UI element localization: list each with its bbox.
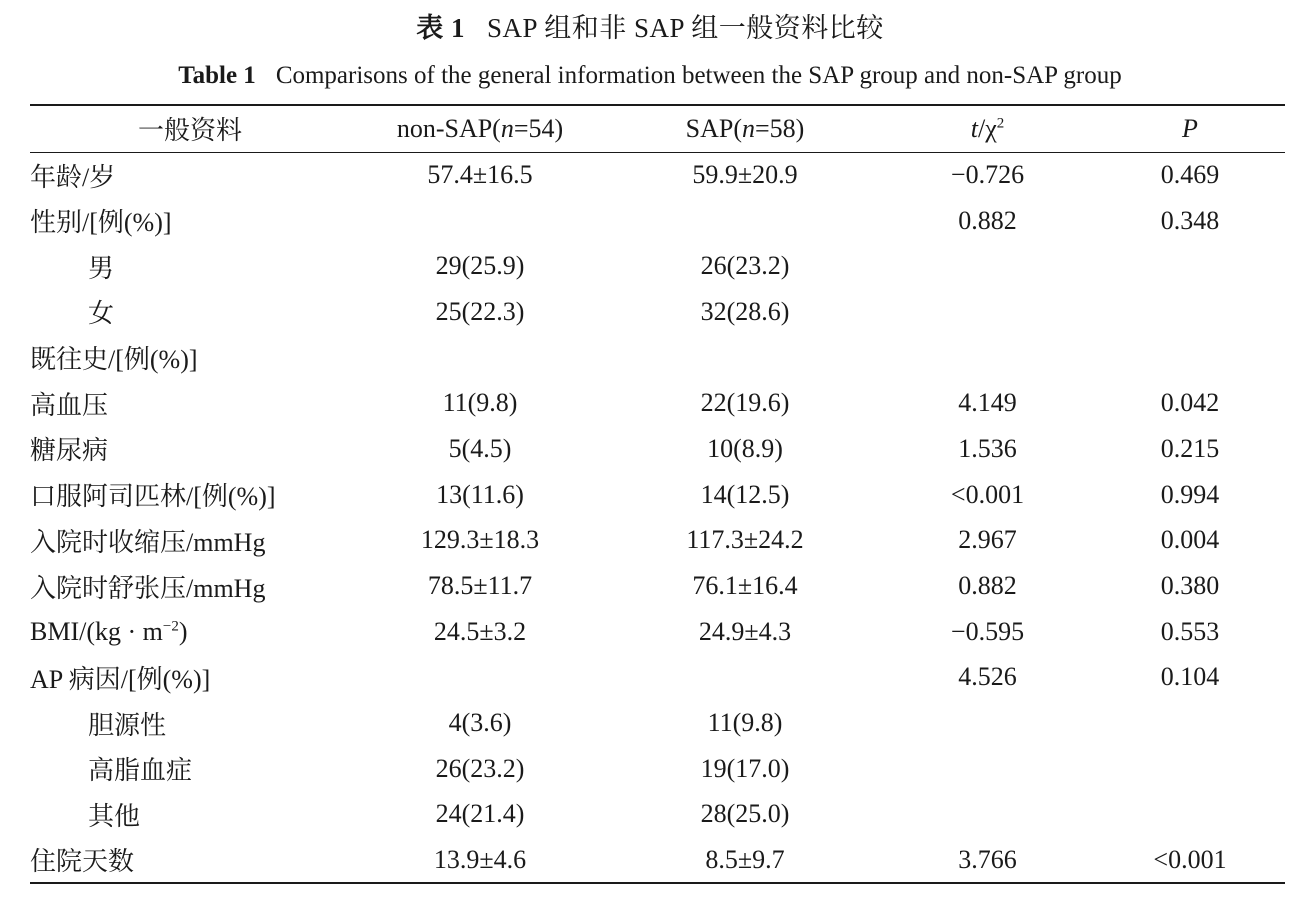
table-number-cn: 表 1	[416, 13, 465, 43]
cell-statistic	[880, 243, 1095, 289]
cell-p-value	[1095, 746, 1285, 792]
cell-non-sap: 57.4±16.5	[427, 160, 533, 190]
cell-statistic: 1.536	[958, 433, 1017, 463]
table-row-aspirin	[30, 472, 1285, 518]
cell-p-value: 0.994	[1160, 479, 1220, 509]
cell-p-value: <0.001	[1095, 837, 1285, 883]
cell-non-sap: 29(25.9)	[435, 251, 525, 281]
table-row-hospital-days	[30, 837, 1285, 883]
cell-p-value	[1095, 289, 1285, 335]
cell-statistic	[880, 746, 1095, 792]
row-label: 胆源性	[88, 710, 167, 740]
cell-p-value	[1095, 700, 1285, 746]
table-row-age	[30, 152, 1285, 198]
cell-sap: 28(25.0)	[700, 799, 790, 829]
cell-statistic: 0.882	[958, 571, 1017, 601]
table-row-systolic	[30, 518, 1285, 564]
cell-p-value: 0.104	[1160, 662, 1220, 692]
row-label: 女	[88, 299, 115, 329]
cell-sap: 19(17.0)	[700, 753, 790, 783]
cell-sap: 14(12.5)	[700, 479, 790, 509]
cell-non-sap: 129.3±18.3	[420, 525, 540, 555]
table-caption-en: Comparisons of the general information between the SAP group and non-SAP group	[275, 62, 1122, 89]
header-sap: SAP(n=58)	[610, 105, 880, 152]
cell-statistic: 0.882	[958, 205, 1017, 235]
cell-sap	[610, 335, 880, 381]
header-non-sap: non-SAP(n=54)	[350, 105, 610, 152]
cell-p-value: 0.348	[1160, 205, 1220, 235]
cell-statistic	[880, 700, 1095, 746]
table-row-sex	[30, 198, 1285, 244]
cell-non-sap: 13(11.6)	[436, 479, 524, 509]
table-caption-cn: SAP 组和非 SAP 组一般资料比较	[486, 13, 884, 43]
row-label: 入院时舒张压/mmHg	[30, 573, 266, 603]
cell-non-sap	[350, 655, 610, 701]
row-label: 其他	[88, 801, 141, 831]
row-label: 男	[88, 253, 115, 283]
row-label: 既往史/[例(%)]	[30, 345, 198, 375]
cell-p-value: 0.469	[1160, 160, 1220, 190]
cell-non-sap: 5(4.5)	[448, 433, 512, 463]
cell-p-value: 0.042	[1160, 388, 1220, 418]
row-label: 糖尿病	[30, 436, 109, 466]
cell-non-sap: 26(23.2)	[435, 753, 525, 783]
row-label: 高血压	[30, 390, 109, 420]
cell-sap: 10(8.9)	[707, 433, 783, 463]
table-title-english	[0, 58, 1300, 94]
cell-p-value: 0.004	[1160, 525, 1220, 555]
table-number-en: Table 1	[178, 62, 256, 89]
table-row-bmi	[30, 609, 1285, 655]
cell-sap: 32(28.6)	[700, 296, 790, 326]
comparison-table	[30, 104, 1285, 884]
cell-non-sap: 24(21.4)	[435, 799, 525, 829]
cell-sap	[610, 198, 880, 244]
cell-sap: 11(9.8)	[707, 708, 783, 738]
cell-sap: 26(23.2)	[700, 251, 790, 281]
table-title-chinese	[0, 10, 1300, 46]
cell-statistic: −0.595	[950, 616, 1025, 646]
header-p-value: P	[1095, 105, 1285, 152]
table-row-ap-etiology	[30, 655, 1285, 701]
cell-p-value	[1095, 243, 1285, 289]
cell-statistic: −0.726	[950, 160, 1025, 190]
table-row-history	[30, 335, 1285, 381]
table-row-biliary	[30, 700, 1285, 746]
table-row-other	[30, 792, 1285, 838]
cell-non-sap: 11(9.8)	[442, 388, 518, 418]
row-label: 性别/[例(%)]	[30, 208, 172, 238]
cell-p-value: 0.215	[1160, 433, 1220, 463]
cell-sap: 76.1±16.4	[692, 571, 798, 601]
cell-non-sap	[350, 335, 610, 381]
table-row-hypertension	[30, 380, 1285, 426]
cell-sap: 117.3±24.2	[686, 525, 804, 555]
cell-statistic: <0.001	[950, 479, 1025, 509]
cell-sap: 24.9±4.3	[698, 616, 792, 646]
cell-statistic: 2.967	[958, 525, 1017, 555]
cell-p-value	[1095, 335, 1285, 381]
cell-statistic: 3.766	[880, 837, 1095, 883]
row-label: $BMI/(kg \cdot m^{-2})$	[30, 616, 188, 646]
table-row-female	[30, 289, 1285, 335]
table-row-diastolic	[30, 563, 1285, 609]
header-general-info: 一般资料	[30, 105, 350, 152]
cell-statistic: 4.526	[958, 662, 1017, 692]
cell-statistic	[880, 792, 1095, 838]
cell-p-value: 0.380	[1160, 571, 1220, 601]
row-label: AP 病因/[例(%)]	[30, 664, 211, 694]
cell-sap: 22(19.6)	[700, 388, 790, 418]
row-label: 口服阿司匹林/[例(%)]	[30, 482, 276, 512]
cell-statistic	[880, 289, 1095, 335]
table-header-row	[30, 105, 1285, 152]
cell-non-sap: 4(3.6)	[448, 708, 512, 738]
table-row-hyperlipidemia	[30, 746, 1285, 792]
row-label: 住院天数	[30, 837, 350, 883]
cell-statistic	[880, 335, 1095, 381]
row-label: 年龄/岁	[30, 162, 116, 192]
cell-sap: 59.9±20.9	[692, 160, 798, 190]
cell-p-value: 0.553	[1160, 616, 1220, 646]
cell-non-sap: 24.5±3.2	[433, 616, 527, 646]
cell-sap: 8.5±9.7	[610, 837, 880, 883]
cell-non-sap: 25(22.3)	[435, 296, 525, 326]
cell-non-sap	[350, 198, 610, 244]
cell-non-sap: 13.9±4.6	[350, 837, 610, 883]
header-statistic: $t/\chi^2$	[880, 105, 1095, 152]
table-row-male	[30, 243, 1285, 289]
cell-statistic: 4.149	[958, 388, 1017, 418]
cell-sap	[610, 655, 880, 701]
row-label: 入院时收缩压/mmHg	[30, 527, 266, 557]
table-row-diabetes	[30, 426, 1285, 472]
row-label: 高脂血症	[88, 756, 193, 786]
cell-non-sap: 78.5±11.7	[427, 571, 533, 601]
cell-p-value	[1095, 792, 1285, 838]
